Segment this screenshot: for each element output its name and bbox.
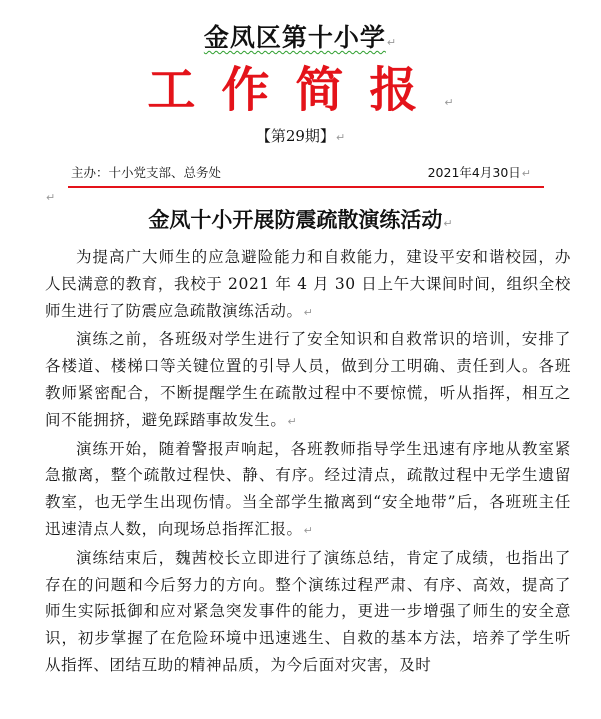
paragraph-text: 演练之前，各班级对学生进行了安全知识和自救常识的培训，安排了各楼道、楼梯口等关键位置的引导人员，做到分工明确、责任到人。各班教师紧密配合，不断提醒学生在疏散过程中不要惊慌，听从指挥，相互之间不能拥挤，避免踩踏事故发生。 — [45, 330, 571, 429]
date-group — [428, 163, 531, 181]
paragraph-text: 演练开始，随着警报声响起，各班教师指导学生迅速有序地从教室紧急撤离，整个疏散过程快、静、有序。经过清点，疏散过程中无学生遗留教室，也无学生出现伤情。当全部学生撤离到“安全地带”后，各班班主任迅速清点人数，向现场总指挥汇报。 — [45, 439, 571, 538]
paragraph — [45, 436, 571, 545]
paragraph — [45, 326, 571, 435]
article-title — [0, 204, 601, 234]
issue-text: 【第29期】 — [255, 127, 335, 145]
paragraph — [45, 545, 571, 679]
paragraph — [45, 244, 571, 326]
paragraph-mark-icon: ↵ — [386, 36, 398, 49]
sponsor-text: 主办：十小党支部、总务处 — [71, 165, 222, 180]
paragraph-mark-icon: ↵ — [303, 305, 314, 319]
article-body — [45, 244, 571, 679]
paragraph-mark-icon: ↵ — [303, 523, 314, 537]
paragraph-mark-icon: ↵ — [335, 131, 346, 144]
article-title-text: 金凤十小开展防震疏散演练活动 — [148, 208, 443, 232]
paragraph-text: 为提高广大师生的应急避险能力和自救能力，建设平安和谐校园，办人民满意的教育，我校于 2021 年 4 月 30 日上午大课间时间，组织全校师生进行了防震应急疏散演练活动。 — [45, 248, 571, 320]
paragraph-mark-icon: ↵ — [444, 96, 454, 109]
paragraph-text: 演练结束后，魏茜校长立即进行了演练总结，肯定了成绩，也指出了存在的问题和今后努力的方向。整个演练过程严肃、有序、高效，提高了师生实际抵御和应对紧急突发事件的能力，更进一步增强了师生的安全意识，初步掌握了在危险环境中迅速逃生、自救的基本方法，培养了学生听从指挥、团结互助的精神品质，为今后面对灾害，及时 — [45, 548, 571, 674]
paragraph-mark-icon: ↵ — [287, 414, 298, 428]
meta-row — [71, 163, 531, 183]
issue-number — [0, 125, 601, 146]
masthead-title — [0, 60, 601, 133]
school-name-text: 金凤区第十小学 — [203, 23, 386, 52]
paragraph-mark-icon: ↵ — [46, 191, 56, 204]
school-name — [0, 18, 601, 54]
red-divider — [68, 186, 544, 188]
date-text: 2021年4月30日 — [427, 165, 521, 180]
paragraph-mark-icon: ↵ — [521, 167, 531, 180]
paragraph-mark-icon: ↵ — [443, 217, 453, 230]
masthead-text: 工作简报 — [147, 62, 444, 118]
